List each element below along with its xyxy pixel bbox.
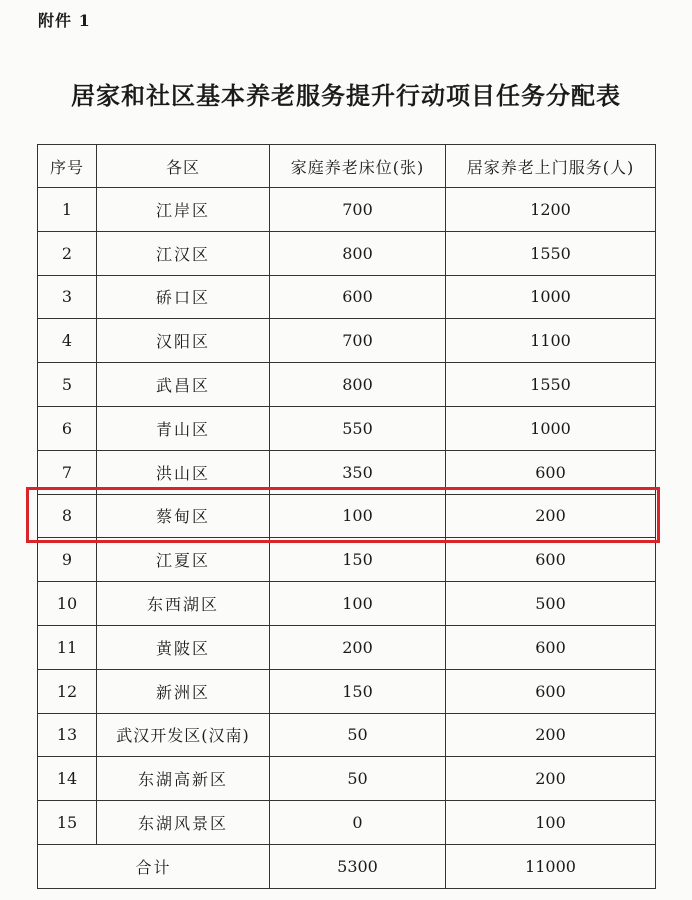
cell-beds: 50 [270,757,446,801]
cell-no: 10 [38,582,97,626]
cell-district: 青山区 [97,406,270,450]
cell-no: 12 [38,669,97,713]
cell-no: 3 [38,275,97,319]
cell-no: 4 [38,319,97,363]
cell-beds: 0 [270,801,446,845]
cell-no: 15 [38,801,97,845]
cell-beds: 150 [270,538,446,582]
cell-beds: 350 [270,450,446,494]
total-beds: 5300 [270,844,446,888]
cell-beds: 550 [270,406,446,450]
column-header-no: 序号 [38,145,97,188]
cell-district: 蔡甸区 [97,494,270,538]
table-row [38,713,656,757]
table-row [38,319,656,363]
cell-district: 黄陂区 [97,625,270,669]
cell-beds: 50 [270,713,446,757]
cell-beds: 700 [270,319,446,363]
table-row [38,231,656,275]
table-row [38,363,656,407]
attachment-label: 附件 1 [38,11,91,30]
cell-no: 8 [38,494,97,538]
cell-no: 9 [38,538,97,582]
cell-district: 江汉区 [97,231,270,275]
cell-beds: 100 [270,494,446,538]
cell-visits: 1100 [446,319,656,363]
cell-visits: 200 [446,494,656,538]
cell-visits: 600 [446,625,656,669]
cell-district: 新洲区 [97,669,270,713]
total-label: 合计 [38,844,270,888]
cell-visits: 100 [446,801,656,845]
column-header-visits: 居家养老上门服务(人) [446,145,656,188]
cell-beds: 100 [270,582,446,626]
table-row [38,801,656,845]
cell-district: 东西湖区 [97,582,270,626]
table-row [38,625,656,669]
table-row [38,669,656,713]
cell-no: 7 [38,450,97,494]
row-highlight-box [26,487,660,543]
table-header-row [38,145,656,188]
cell-visits: 1550 [446,231,656,275]
cell-district: 汉阳区 [97,319,270,363]
cell-visits: 1550 [446,363,656,407]
cell-beds: 800 [270,363,446,407]
cell-beds: 800 [270,231,446,275]
cell-district: 东湖高新区 [97,757,270,801]
cell-no: 11 [38,625,97,669]
cell-no: 2 [38,231,97,275]
cell-visits: 1000 [446,275,656,319]
page-title: 居家和社区基本养老服务提升行动项目任务分配表 [71,81,621,110]
table-total-row [38,844,656,888]
cell-visits: 1200 [446,188,656,232]
cell-district: 武昌区 [97,363,270,407]
cell-district: 洪山区 [97,450,270,494]
cell-beds: 150 [270,669,446,713]
cell-district: 东湖风景区 [97,801,270,845]
column-header-beds: 家庭养老床位(张) [270,145,446,188]
cell-district: 江夏区 [97,538,270,582]
cell-beds: 700 [270,188,446,232]
cell-visits: 600 [446,669,656,713]
cell-beds: 600 [270,275,446,319]
cell-visits: 600 [446,538,656,582]
cell-visits: 1000 [446,406,656,450]
cell-beds: 200 [270,625,446,669]
table-row [38,582,656,626]
cell-district: 武汉开发区(汉南) [97,713,270,757]
cell-no: 1 [38,188,97,232]
cell-no: 13 [38,713,97,757]
cell-visits: 200 [446,757,656,801]
table-row [38,406,656,450]
total-visits: 11000 [446,844,656,888]
table-row [38,275,656,319]
cell-district: 硚口区 [97,275,270,319]
column-header-district: 各区 [97,145,270,188]
cell-no: 14 [38,757,97,801]
cell-visits: 500 [446,582,656,626]
cell-no: 5 [38,363,97,407]
table-row [38,188,656,232]
table-row [38,757,656,801]
cell-district: 江岸区 [97,188,270,232]
cell-no: 6 [38,406,97,450]
cell-visits: 600 [446,450,656,494]
table-row [38,538,656,582]
cell-visits: 200 [446,713,656,757]
